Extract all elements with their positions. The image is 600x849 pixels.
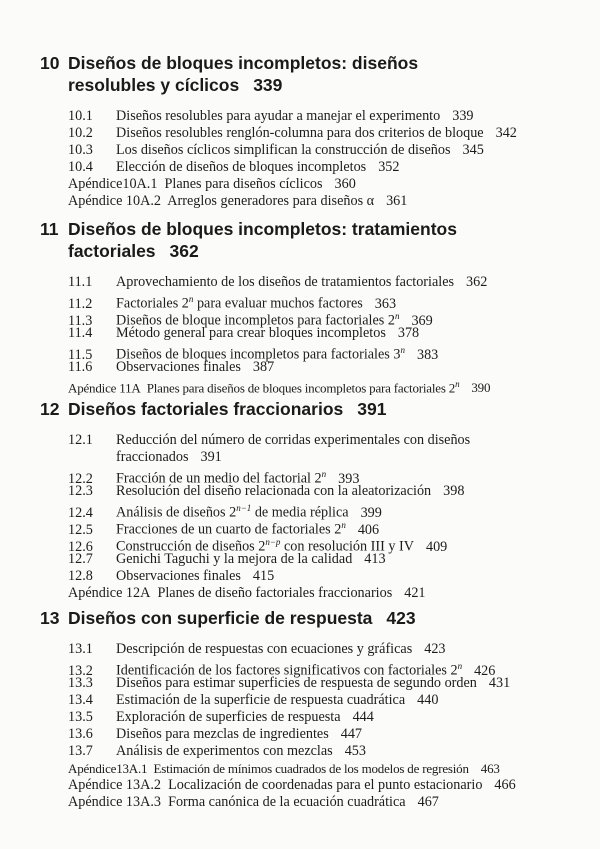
toc-entry[interactable] xyxy=(68,500,580,521)
chapter-heading-line2 xyxy=(40,240,580,262)
chapter-title: Diseños factoriales fraccionarios xyxy=(68,399,344,419)
appendix-title: Planes de diseño factoriales fraccionarios xyxy=(157,585,393,601)
section-title: Análisis de experimentos con mezclas xyxy=(116,743,333,759)
section-number: 12.7 xyxy=(68,551,93,567)
appendix-label: Apéndice13A.1 xyxy=(68,761,148,776)
section-number: 11.1 xyxy=(68,274,93,290)
chapter-number: 11 xyxy=(40,219,59,239)
appendix-page: 467 xyxy=(417,794,439,810)
appendix-page: 421 xyxy=(404,585,426,601)
appendix-label: Apéndice10A.1 xyxy=(68,176,158,192)
section-page: 339 xyxy=(452,108,474,124)
section-number: 13.7 xyxy=(68,743,93,759)
section-title: Descripción de respuestas con ecuaciones y gráficas xyxy=(116,641,413,657)
section-title: Los diseños cíclicos simplifican la construcción de diseños xyxy=(116,142,451,158)
section-number: 12.6 xyxy=(68,538,93,555)
appendix-page: 390 xyxy=(471,380,491,396)
section-number: 13.5 xyxy=(68,709,93,725)
section-page: 363 xyxy=(374,295,397,312)
section-page: 426 xyxy=(474,662,496,679)
section-page: 440 xyxy=(417,692,439,708)
section-page: 409 xyxy=(425,538,448,555)
appendix-title: Localización de coordenadas para el punto estacionario xyxy=(168,777,483,793)
chapter-title-cont: factoriales xyxy=(68,241,156,261)
section-number: 13.6 xyxy=(68,726,93,742)
appendix-page: 361 xyxy=(386,193,408,209)
toc-entry[interactable] xyxy=(68,675,580,692)
toc-entry[interactable] xyxy=(68,709,580,726)
appendix-page: 466 xyxy=(494,777,516,793)
toc-entry[interactable] xyxy=(68,325,580,342)
appendix-entry[interactable] xyxy=(68,760,580,777)
section-title-cont: fraccionados xyxy=(116,449,189,465)
chapter-title: Diseños de bloques incompletos: tratamientos xyxy=(68,219,457,239)
section-list xyxy=(40,108,580,210)
section-title: Aprovechamiento de los diseños de tratamientos factoriales xyxy=(116,274,455,290)
section-title-cont: para evaluar muchos factores xyxy=(193,295,363,312)
appendix-label: Apéndice 13A.2 xyxy=(68,777,161,793)
section-title: Fracciones de un cuarto de factoriales 2 xyxy=(116,521,342,538)
section-number: 11.6 xyxy=(68,359,93,375)
section-title: Estimación de la superficie de respuesta cuadrática xyxy=(116,692,406,708)
appendix-page: 463 xyxy=(480,761,500,776)
chapter-10 xyxy=(40,52,580,210)
toc-entry[interactable] xyxy=(68,726,580,743)
appendix-page: 360 xyxy=(334,176,356,192)
section-page: 362 xyxy=(466,274,488,290)
section-page: 378 xyxy=(397,325,420,341)
section-page: 345 xyxy=(462,142,484,158)
chapter-12 xyxy=(40,398,580,602)
section-number: 12.2 xyxy=(68,470,93,487)
section-number: 12.5 xyxy=(68,521,93,538)
section-page: 398 xyxy=(443,483,465,499)
chapter-page: 362 xyxy=(169,241,199,261)
appendix-entry[interactable] xyxy=(68,176,580,193)
section-title-superscript: n−1 xyxy=(236,503,252,513)
toc-entry[interactable] xyxy=(68,466,580,487)
chapter-title: Diseños de bloques incompletos: diseños xyxy=(68,53,419,73)
section-number: 12.3 xyxy=(68,483,93,499)
section-page: 383 xyxy=(416,346,439,363)
chapter-number: 10 xyxy=(40,53,60,73)
section-title: Diseños para estimar superficies de respuesta de segundo orden xyxy=(116,675,477,691)
toc-entry[interactable] xyxy=(68,517,580,538)
appendix-label: Apéndice 10A.2 xyxy=(68,193,161,209)
section-list xyxy=(40,641,580,811)
appendix-title: Estimación de mínimos cuadrados de los modelos de regresión xyxy=(153,761,469,776)
toc-entry[interactable] xyxy=(68,108,580,125)
section-title: Método general para crear bloques incompletos xyxy=(116,325,386,341)
section-title: Diseños de bloque incompletos para factoriales 2 xyxy=(116,312,395,329)
toc-entry[interactable] xyxy=(68,159,580,176)
section-page: 431 xyxy=(488,675,511,691)
section-page: 423 xyxy=(424,641,446,657)
section-title: Fracción de un medio del factorial 2 xyxy=(116,470,322,487)
chapter-page: 391 xyxy=(357,399,387,419)
section-number: 10.4 xyxy=(68,159,93,175)
section-list xyxy=(40,274,580,396)
section-title-cont: con resolución III y IV xyxy=(280,538,414,555)
toc-entry[interactable] xyxy=(68,342,580,363)
section-title: Factoriales 2 xyxy=(116,295,189,312)
section-page: 369 xyxy=(411,312,433,329)
chapter-title-cont: resolubles y cíclicos xyxy=(68,75,240,95)
section-title-superscript: n xyxy=(321,469,327,479)
section-number: 12.4 xyxy=(68,504,93,521)
section-title: Análisis de diseños 2 xyxy=(116,504,237,521)
section-number: 13.3 xyxy=(68,675,93,691)
toc-entry[interactable] xyxy=(68,432,580,466)
chapter-13 xyxy=(40,607,580,811)
toc-entry[interactable] xyxy=(68,743,580,760)
appendix-entry[interactable] xyxy=(68,777,580,794)
section-number: 13.2 xyxy=(68,662,93,679)
chapter-title: Diseños con superficie de respuesta xyxy=(68,608,373,628)
appendix-label: Apéndice 11A xyxy=(68,380,141,396)
toc-entry[interactable] xyxy=(68,483,580,500)
chapter-number: 13 xyxy=(40,608,60,628)
appendix-entry[interactable] xyxy=(68,794,580,811)
section-title-superscript: n xyxy=(188,294,194,304)
appendix-entry[interactable] xyxy=(68,376,580,396)
section-page: 391 xyxy=(200,449,222,465)
toc-entry[interactable] xyxy=(68,551,580,568)
toc-entry[interactable] xyxy=(68,308,580,329)
section-title-block xyxy=(116,432,496,466)
section-number: 11.2 xyxy=(68,295,93,312)
section-number: 11.4 xyxy=(68,325,93,341)
appendix-title: Planes para diseños cíclicos xyxy=(164,176,323,192)
chapter-page: 339 xyxy=(253,75,283,95)
chapter-heading xyxy=(40,607,580,629)
section-page: 415 xyxy=(252,568,275,584)
appendix-label: Apéndice 13A.3 xyxy=(68,794,161,810)
section-title: Reducción del número de corridas experimentales con diseños xyxy=(116,432,471,448)
section-number: 12.1 xyxy=(68,432,93,448)
section-page: 352 xyxy=(378,159,400,175)
section-title-superscript: n−p xyxy=(265,537,281,547)
section-page: 393 xyxy=(338,470,360,487)
section-list xyxy=(40,432,580,602)
section-title-superscript: n xyxy=(394,311,400,321)
toc-entry[interactable] xyxy=(68,142,580,159)
section-title-superscript: n xyxy=(341,520,346,530)
section-number: 10.1 xyxy=(68,108,93,124)
section-title: Construcción de diseños 2 xyxy=(116,538,266,555)
section-title: Diseños resolubles renglón-columna para dos criterios de bloque xyxy=(116,125,484,141)
chapter-page: 423 xyxy=(386,608,416,628)
section-page: 413 xyxy=(364,551,386,567)
section-page: 447 xyxy=(340,726,363,742)
section-number: 13.1 xyxy=(68,641,93,657)
chapter-heading-line2 xyxy=(40,74,580,96)
toc-entry[interactable] xyxy=(68,534,580,555)
section-title-superscript: n xyxy=(400,345,405,355)
section-title: Observaciones finales xyxy=(116,568,241,584)
section-title-cont: de media réplica xyxy=(251,504,349,521)
section-number: 10.3 xyxy=(68,142,93,158)
toc-entry[interactable] xyxy=(68,641,580,658)
appendix-title: Arreglos generadores para diseños α xyxy=(167,193,375,209)
section-title-superscript: n xyxy=(457,661,463,671)
section-page: 453 xyxy=(344,743,366,759)
toc-entry[interactable] xyxy=(68,274,580,291)
section-title: Resolución del diseño relacionada con la aleatorización xyxy=(116,483,432,499)
appendix-title: Planes para diseños de bloques incompletos para factoriales 2 xyxy=(146,380,456,396)
section-number: 11.5 xyxy=(68,346,93,363)
section-number: 13.4 xyxy=(68,692,93,708)
appendix-title-superscript: n xyxy=(455,379,460,389)
toc-entry[interactable] xyxy=(68,125,580,142)
section-title: Diseños resolubles para ayudar a manejar el experimento xyxy=(116,108,441,124)
toc-entry[interactable] xyxy=(68,692,580,709)
toc-entry[interactable] xyxy=(68,291,580,312)
section-title: Diseños de bloques incompletos para factoriales 3 xyxy=(116,346,401,363)
section-page: 342 xyxy=(495,125,517,141)
appendix-title: Forma canónica de la ecuación cuadrática xyxy=(168,794,406,810)
section-title: Elección de diseños de bloques incompletos xyxy=(116,159,367,175)
chapter-heading xyxy=(40,398,580,420)
section-title: Identificación de los factores significativos con factoriales 2 xyxy=(116,662,458,679)
chapter-11 xyxy=(40,218,580,396)
appendix-entry[interactable] xyxy=(68,193,580,210)
section-page: 444 xyxy=(352,709,374,725)
appendix-label: Apéndice 12A xyxy=(68,585,151,601)
section-page: 399 xyxy=(360,504,382,521)
toc-entry[interactable] xyxy=(68,568,580,585)
section-title: Exploración de superficies de respuesta xyxy=(116,709,341,725)
section-title: Genichi Taguchi y la mejora de la calidad xyxy=(116,551,353,567)
section-page: 406 xyxy=(357,521,380,538)
chapter-heading xyxy=(40,218,580,240)
chapter-heading xyxy=(40,52,580,74)
section-title: Diseños para mezclas de ingredientes xyxy=(116,726,329,742)
appendix-entry[interactable] xyxy=(68,585,580,602)
chapter-number: 12 xyxy=(40,399,60,419)
section-page: 387 xyxy=(252,359,275,375)
section-number: 10.2 xyxy=(68,125,93,141)
toc-entry[interactable] xyxy=(68,658,580,679)
section-title: Observaciones finales xyxy=(116,359,241,375)
section-number: 12.8 xyxy=(68,568,93,584)
section-number: 11.3 xyxy=(68,312,93,329)
